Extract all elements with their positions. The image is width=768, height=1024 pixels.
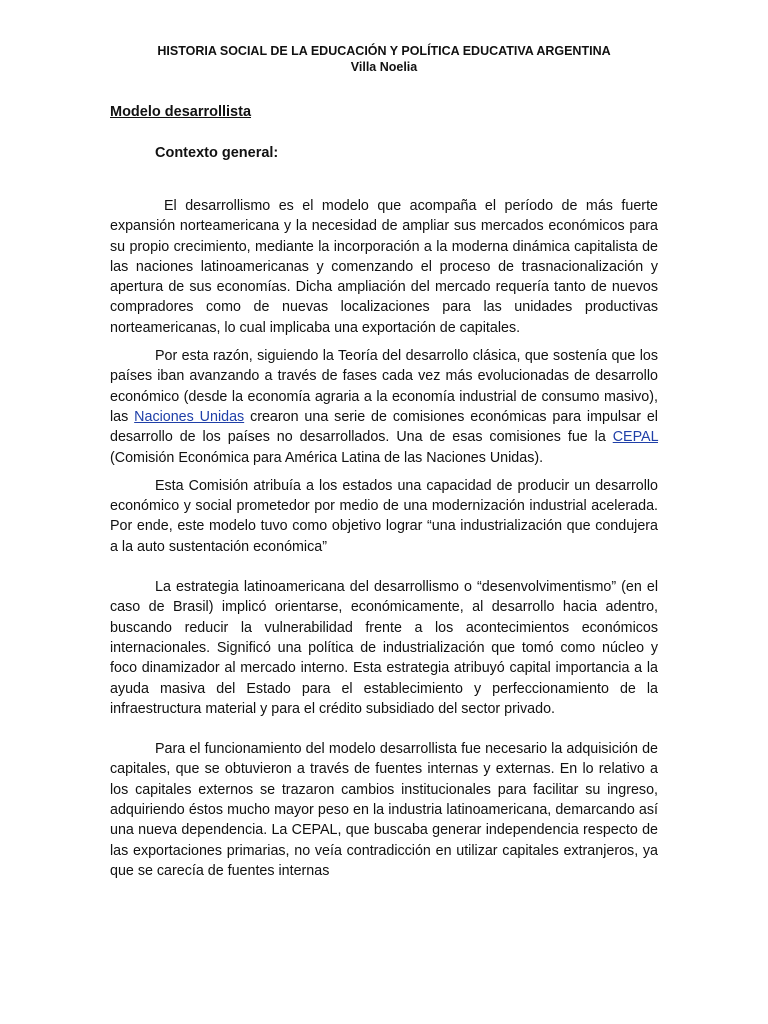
paragraph-5: Para el funcionamiento del modelo desarrollista fue necesario la adquisición de capitales, que se obtuvieron a través de fuentes internas y externas. En lo relativo a los capitales externos se trazaron cambios institucionales para facilitar su ingreso, adquiriendo éstos mucho mayor peso en la industria latinoamericana, demarcando así una nueva dependencia. La CEPAL, que buscaba generar independencia respecto de las exportaciones primarias, no veía contradicción en utilizar capitales extranjeros, ya que se carecía de fuentes internas xyxy=(110,741,658,879)
document-author: Villa Noelia xyxy=(350,60,418,74)
paragraph-2-text-b: crearon una serie de comisiones económicas para impulsar el desarrollo de los países no desarrollados. Una de esas comisiones fue la xyxy=(110,408,658,446)
paragraph-2 xyxy=(110,346,658,468)
paragraph-1: El desarrollismo es el modelo que acompaña el período de más fuerte expansión norteamericana y la necesidad de ampliar sus mercados económicos para su propio crecimiento, mediante la incorporación a la moderna dinámica capitalista de las naciones latinoamericanas y comenzando el proceso de trasnacionalización y apertura de sus economías. Dicha ampliación del mercado requería tanto de nuevos compradores como de nuevas localizaciones para las unidades productivas norteamericanas, lo cual implicaba una exportación de capitales. xyxy=(110,198,658,336)
document-title: HISTORIA SOCIAL DE LA EDUCACIÓN Y POLÍTICA EDUCATIVA ARGENTINA xyxy=(157,44,611,58)
paragraph-2-text-c: (Comisión Económica para América Latina de las Naciones Unidas). xyxy=(110,449,544,466)
section-title: Modelo desarrollista xyxy=(110,104,252,120)
cepal-link[interactable]: CEPAL xyxy=(612,429,658,446)
naciones-unidas-link[interactable]: Naciones Unidas xyxy=(134,408,245,425)
paragraph-3: Esta Comisión atribuía a los estados una capacidad de producir un desarrollo económico y social prometedor por medio de una modernización industrial acelerada. Por ende, este modelo tuvo como objetivo lograr “una industrialización que condujera a la auto sustentación económica” xyxy=(110,477,658,555)
document-body xyxy=(110,196,658,881)
paragraph-2-text-a: Por esta razón, siguiendo la Teoría del desarrollo clásica, que sostenía que los países iban avanzando a través de fases cada vez más evolucionadas de desarrollo económico (desde la economía agraria a la economía industrial de consumo masivo), las xyxy=(110,348,658,425)
subsection-title: Contexto general: xyxy=(155,145,279,161)
document-header xyxy=(110,43,658,75)
paragraph-4: La estrategia latinoamericana del desarrollismo o “desenvolvimentismo” (en el caso de Brasil) implicó orientarse, económicamente, al desarrollo hacia adentro, buscando reducir la vulnerabilidad frente a los acontecimientos económicos internacionales. Significó una política de industrialización que tomó como núcleo y foco dinamizador al mercado interno. Esta estrategia atribuyó capital importancia a la ayuda masiva del Estado para el establecimiento y perfeccionamiento de la infraestructura material y para el crédito subsidiado del sector privado. xyxy=(110,579,658,717)
